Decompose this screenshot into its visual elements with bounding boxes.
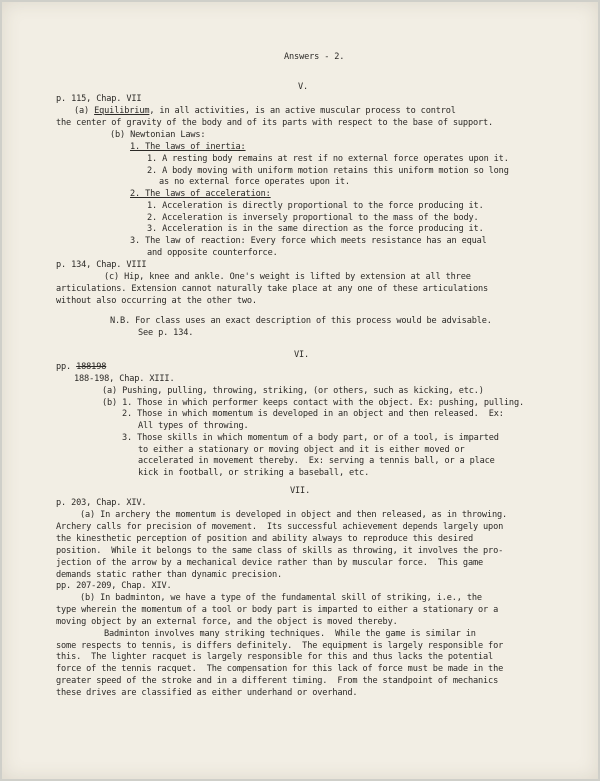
v-law-2b: 2. Acceleration is inversely proportional to the mass of the body. [147, 213, 479, 223]
vi-reference: 188-198, Chap. XIII. [74, 374, 175, 384]
vi-a-line: (a) Pushing, pulling, throwing, striking, (or others, such as kicking, etc.) [102, 386, 484, 396]
v-reference-2: p. 134, Chap. VIII [56, 260, 147, 270]
vii-a-line-3: the kinesthetic perception of position and ability always to reproduce this desired [56, 534, 473, 544]
vi-b-3-cont-2: accelerated in movement thereby. Ex: serving a tennis ball, or a place [138, 456, 495, 466]
vii-b-line-5: some respects to tennis, is differs definitely. The equipment is largely responsible for [56, 641, 504, 651]
v-law-1b: 2. A body moving with uniform motion retains this uniform motion so long [147, 166, 509, 176]
vi-b-3-cont-3: kick in football, or striking a baseball, etc. [138, 468, 370, 478]
vi-b-3: 3. Those skills in which momentum of a body part, or of a tool, is imparted [122, 433, 499, 443]
section-vi-numeral: VI. [294, 350, 310, 360]
v-law-3-cont: and opposite counterforce. [147, 248, 278, 258]
vi-b-1: (b) 1. Those in which performer keeps contact with the object. Ex: pushing, pulling. [102, 398, 525, 408]
v-law-3: 3. The law of reaction: Every force which meets resistance has an equal [130, 236, 487, 246]
section-v-numeral: V. [298, 82, 309, 92]
v-nb-line-2: See p. 134. [138, 328, 194, 338]
vii-b-line-7: force of the tennis racquet. The compensation for this lack of force must be made in the [56, 664, 504, 674]
vii-b-line-8: greater speed of the stroke and in a different timing. From the standpoint of mechanics [56, 676, 499, 686]
v-c-line-1: (c) Hip, knee and ankle. One's weight is lifted by extension at all three [104, 272, 471, 282]
v-law-1b-cont: as no external force operates upon it. [159, 177, 350, 187]
vii-a-line-6: demands static rather than dynamic precision. [56, 570, 283, 580]
v-c-line-2: articulations. Extension cannot naturally take place at any one of these articulations [56, 284, 489, 294]
vii-b-line-6: this. The lighter racquet is largely responsible for this and thus lacks the potential [56, 652, 494, 662]
vi-b-3-cont-1: to either a stationary or moving object and it is either moved or [138, 445, 465, 455]
vii-b-line-3: moving object by an external force, and the object is moved thereby. [56, 617, 398, 627]
vii-a-line-1: (a) In archery the momentum is developed in object and then released, as in throwing. [80, 510, 508, 520]
v-reference-1: p. 115, Chap. VII [56, 94, 142, 104]
section-vii-numeral: VII. [290, 486, 311, 496]
v-a-line-1: (a) Equilibrium, in all activities, is an active muscular process to control [74, 106, 456, 116]
vii-a-line-4: position. While it belongs to the same class of skills as throwing, it involves the pro- [56, 546, 504, 556]
vi-b-2: 2. Those in which momentum is developed in an object and then released. Ex: [122, 409, 504, 419]
v-c-line-3: without also occurring at the other two. [56, 296, 257, 306]
v-nb-line-1: N.B. For class uses an exact description of this process would be advisable. [110, 316, 492, 326]
vii-reference-2: pp. 207-209, Chap. XIV. [56, 581, 172, 591]
typed-page [2, 2, 598, 779]
v-law-1a: 1. A resting body remains at rest if no external force operates upon it. [147, 154, 509, 164]
vii-b-line-9: these drives are classified as either underhand or overhand. [56, 688, 358, 698]
vii-b-line-1: (b) In badminton, we have a type of the fundamental skill of striking, i.e., the [80, 593, 482, 603]
vi-b-2-cont: All types of throwing. [138, 421, 249, 431]
vii-a-line-5: jection of the arrow by a mechanical device rather than by muscular force. This game [56, 558, 484, 568]
v-law-2c: 3. Acceleration is in the same direction as the force producing it. [147, 224, 484, 234]
v-law-1-title: 1. The laws of inertia: [130, 142, 246, 152]
vii-a-line-2: Archery calls for precision of movement. Its successful achievement depends largely upon [56, 522, 504, 532]
vi-reference-struck: pp. 188198 [56, 362, 107, 372]
page-header: Answers - 2. [284, 52, 345, 62]
v-b-heading: (b) Newtonian Laws: [110, 130, 206, 140]
v-law-2-title: 2. The laws of acceleration: [130, 189, 271, 199]
v-law-2a: 1. Acceleration is directly proportional to the force producing it. [147, 201, 484, 211]
vii-b-line-4: Badminton involves many striking techniques. While the game is similar in [104, 629, 476, 639]
vii-b-line-2: type wherein the momentum of a tool or body part is imparted to either a stationary or a [56, 605, 499, 615]
vii-reference-1: p. 203, Chap. XIV. [56, 498, 147, 508]
v-a-line-2: the center of gravity of the body and of its parts with respect to the base of support. [56, 118, 494, 128]
